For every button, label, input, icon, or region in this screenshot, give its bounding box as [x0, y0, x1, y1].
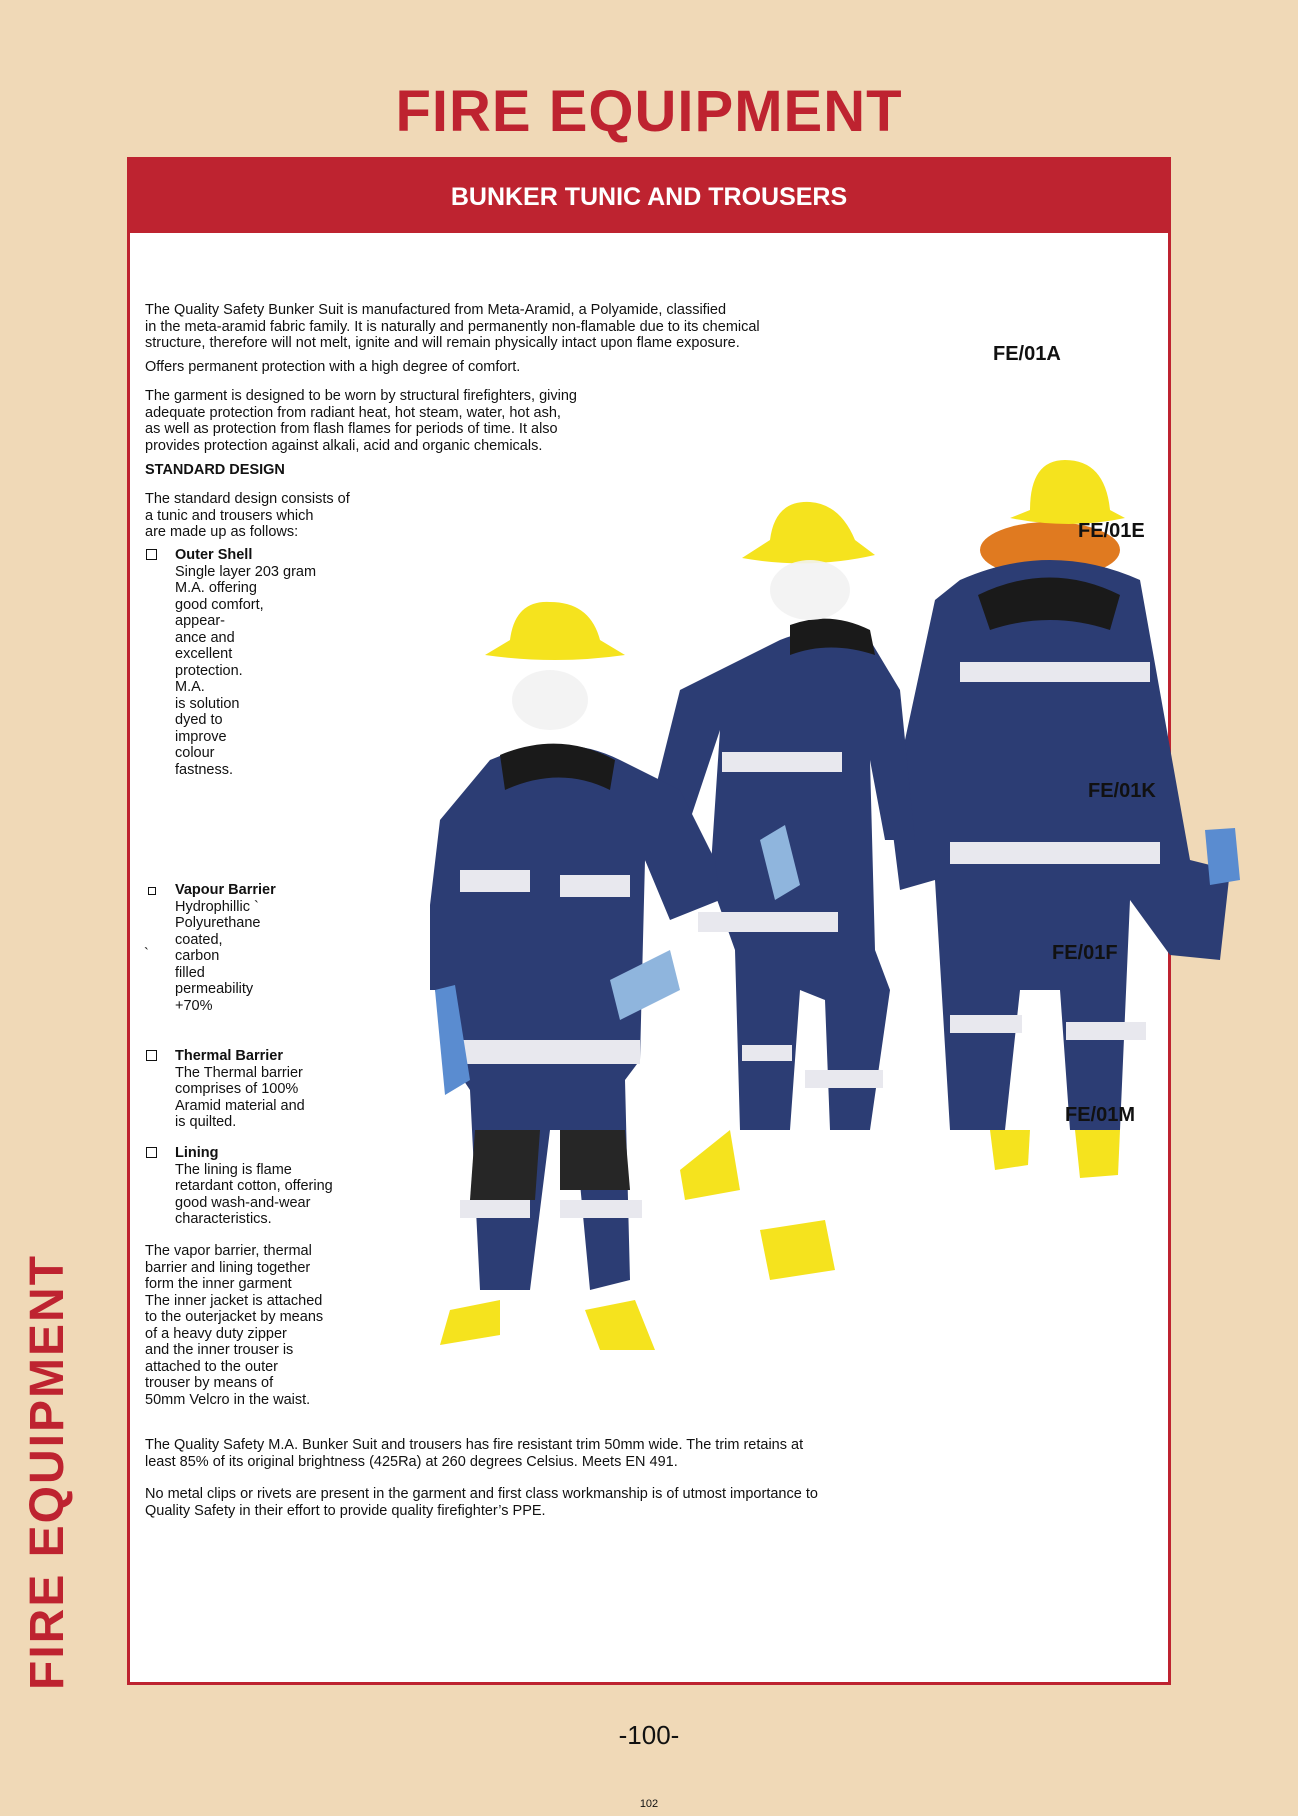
- bunker-suit-photo: [430, 430, 1280, 1580]
- side-title: FIRE EQUIPMENT: [21, 1253, 74, 1690]
- metal-paragraph: No metal clips or rivets are present in the garment and first class workmanship is of utmost importance to Quality Safety in their effort to provide quality firefighter’s PPE.: [145, 1486, 818, 1519]
- checkbox-bullet-icon: [146, 549, 157, 560]
- item-body: The Thermal barrier comprises of 100% Aramid material and is quilted.: [175, 1064, 305, 1130]
- inner-garment-text: The vapor barrier, thermal barrier and lining together form the inner garment The inner jacket is attached to the outerjacket by means of a heavy duty zipper and the inner trouser is attached to the outer trouser by means of 50mm Velcro in the waist.: [145, 1243, 324, 1408]
- item-outer-shell: [175, 547, 316, 778]
- page-number: -100-: [618, 1720, 680, 1750]
- standard-design-heading: STANDARD DESIGN: [145, 462, 285, 478]
- item-body: Hydrophillic ` Polyurethane coated, carbon filled permeability +70%: [175, 898, 261, 1014]
- intro-paragraph-2: Offers permanent protection with a high degree of comfort.: [145, 359, 521, 375]
- product-code-fe01m: FE/01M: [1065, 1104, 1136, 1126]
- item-thermal-barrier: [175, 1048, 305, 1131]
- item-lining: [175, 1145, 333, 1228]
- product-code-fe01a: FE/01A: [993, 343, 1061, 365]
- item-body: The lining is flame retardant cotton, offering good wash-and-wear characteristics.: [175, 1161, 333, 1227]
- item-body: Single layer 203 gram M.A. offering good comfort, appear- ance and excellent protection. M.A. is solution dyed to improve colour fastness.: [175, 563, 317, 778]
- checkbox-bullet-icon: [146, 1050, 157, 1061]
- checkbox-bullet-icon: [148, 887, 156, 895]
- item-title: Lining: [175, 1145, 219, 1161]
- page-title: FIRE EQUIPMENT: [395, 79, 903, 144]
- intro-paragraph-1: The Quality Safety Bunker Suit is manufactured from Meta-Aramid, a Polyamide, classified in the meta-aramid fabric family. It is naturally and permanently non-flamable due to its chemical structure, therefore will not melt, ignite and will remain physically intact upon flame exposure.: [145, 302, 760, 351]
- print-number: 102: [639, 1798, 659, 1810]
- product-code-fe01k: FE/01K: [1088, 780, 1156, 802]
- item-title: Outer Shell: [175, 547, 253, 563]
- product-code-fe01f: FE/01F: [1052, 942, 1118, 964]
- standard-design-text: The standard design consists of a tunic and trousers which are made up as follows:: [145, 491, 350, 540]
- intro-paragraph-3: The garment is designed to be worn by structural firefighters, giving adequate protection from radiant heat, hot steam, water, hot ash, as well as protection from flash flames for periods of time. It also provides protection against alkali, acid and organic chemicals.: [145, 388, 577, 454]
- stray-mark: `: [144, 946, 149, 962]
- item-title: Vapour Barrier: [175, 882, 276, 898]
- content-frame: [127, 157, 1171, 1685]
- checkbox-bullet-icon: [146, 1147, 157, 1158]
- item-title: Thermal Barrier: [175, 1048, 283, 1064]
- trim-paragraph: The Quality Safety M.A. Bunker Suit and trousers has fire resistant trim 50mm wide. The trim retains at least 85% of its original brightness (425Ra) at 260 degrees Celsius. Meets EN 491.: [145, 1437, 804, 1470]
- section-banner: BUNKER TUNIC AND TROUSERS: [130, 160, 1168, 233]
- product-code-fe01e: FE/01E: [1078, 520, 1145, 542]
- firefighter-back-view: [890, 460, 1240, 1178]
- item-vapour-barrier: [175, 882, 276, 1014]
